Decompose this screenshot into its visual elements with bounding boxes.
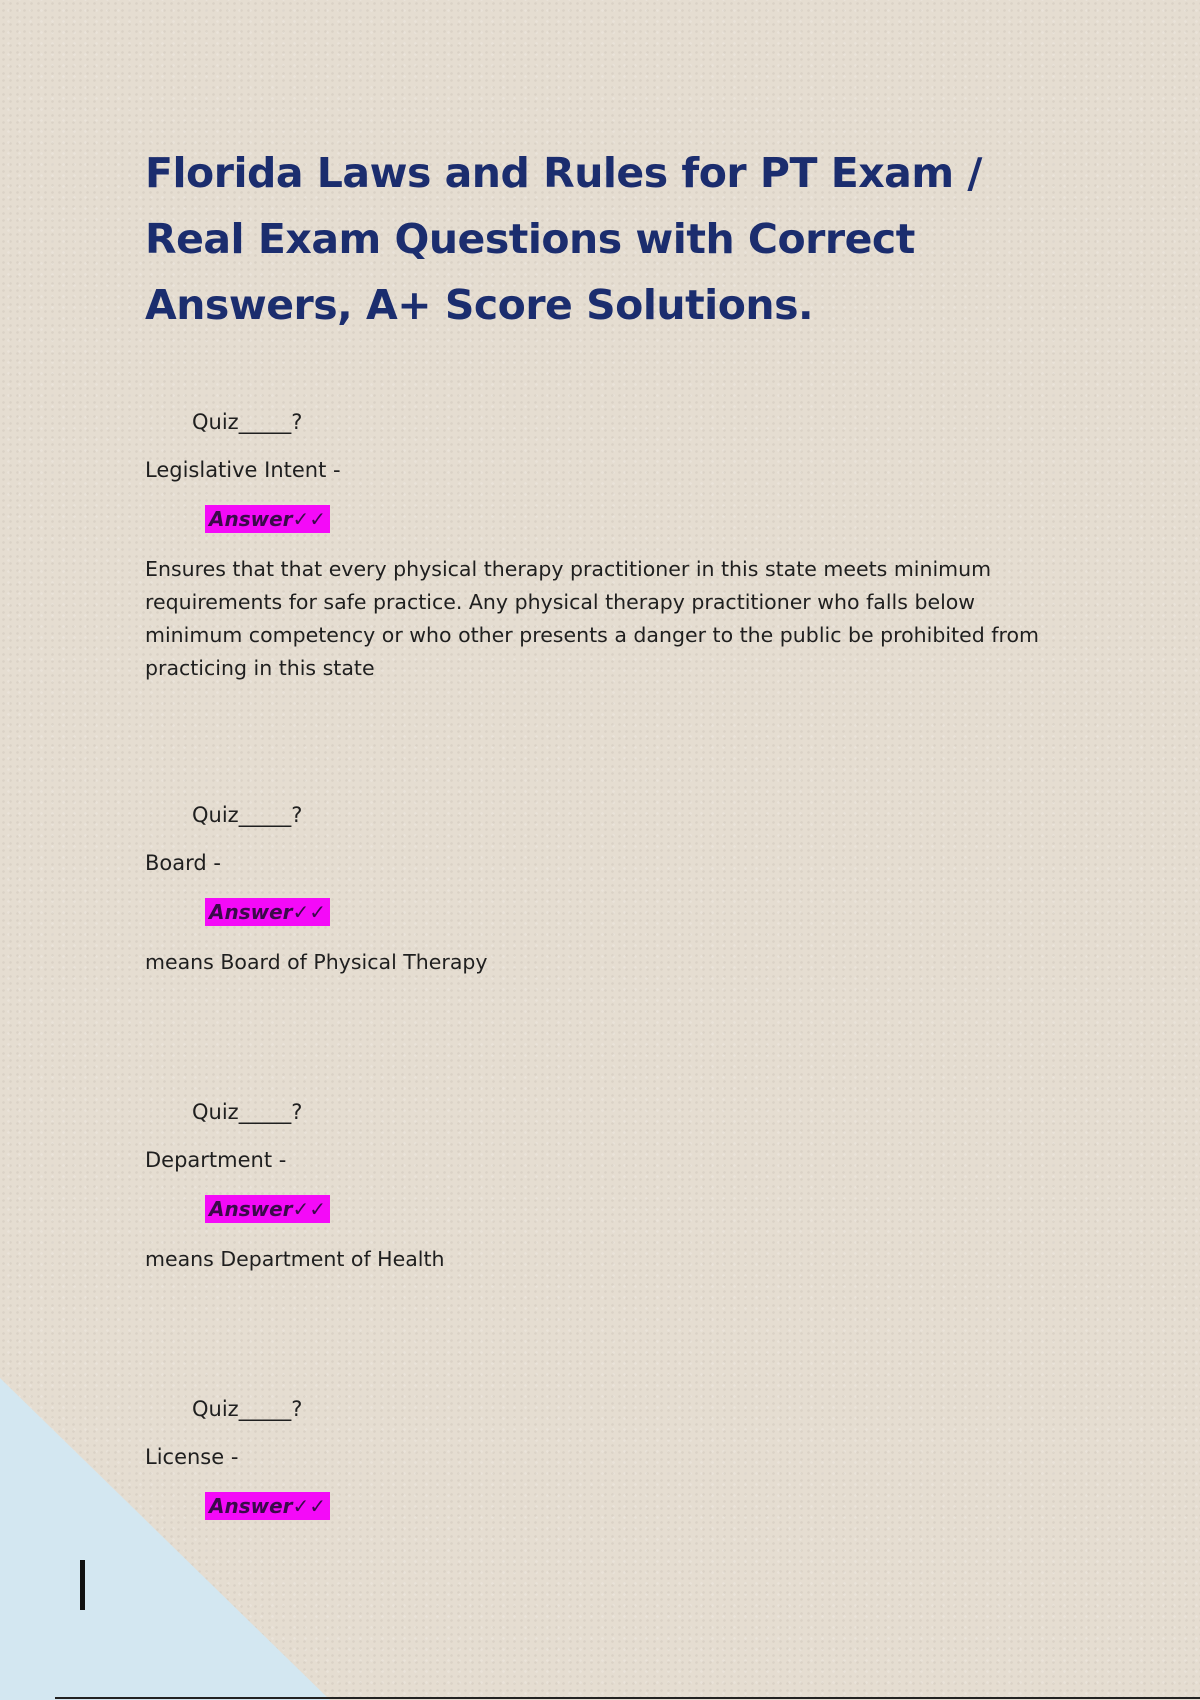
quiz-prompt: Quiz_____? xyxy=(192,1397,303,1421)
answer-label: Answer✓✓ xyxy=(205,505,330,533)
quiz-prompt: Quiz_____? xyxy=(192,803,303,827)
answer-label: Answer✓✓ xyxy=(205,1492,330,1520)
term-label: License - xyxy=(145,1445,239,1469)
definition-text: means Board of Physical Therapy xyxy=(145,950,488,974)
answer-label: Answer✓✓ xyxy=(205,1195,330,1223)
answer-label: Answer✓✓ xyxy=(205,898,330,926)
text-cursor xyxy=(80,1560,85,1610)
term-label: Board - xyxy=(145,851,221,875)
quiz-prompt: Quiz_____? xyxy=(192,410,303,434)
term-label: Department - xyxy=(145,1148,287,1172)
quiz-prompt: Quiz_____? xyxy=(192,1100,303,1124)
page-divider xyxy=(55,1697,1200,1699)
document-title: Florida Laws and Rules for PT Exam / Real Exam Questions with Correct Answers, A+ Score Solutions. xyxy=(145,149,982,329)
term-label: Legislative Intent - xyxy=(145,458,341,482)
definition-text: Ensures that that every physical therapy practitioner in this state meets minimum requirements for safe practice. Any physical therapy practitioner who falls below minimum competency or who other presents a danger to the public be prohibited from practicing in this state xyxy=(145,557,1039,680)
definition-text: means Department of Health xyxy=(145,1247,445,1271)
corner-decoration xyxy=(0,1378,330,1700)
